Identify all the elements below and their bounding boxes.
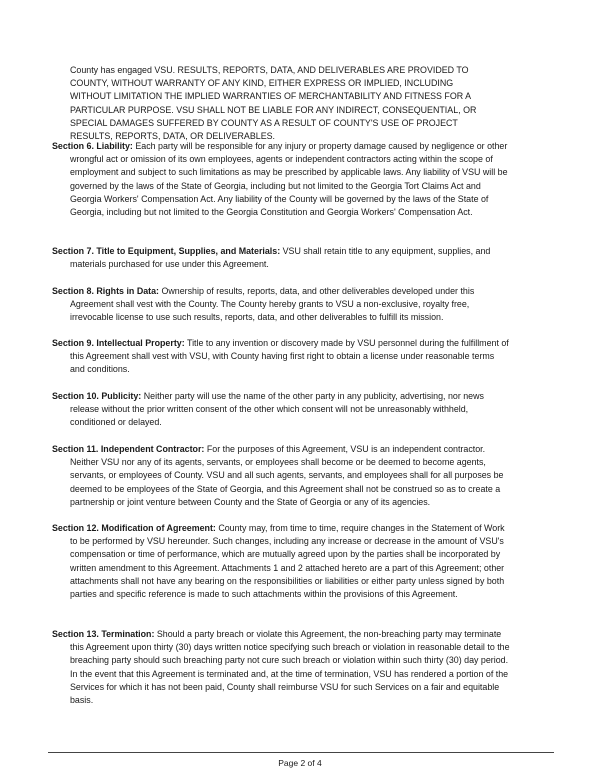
footer-divider	[48, 752, 554, 753]
section-heading: Section 11. Independent Contractor:	[52, 444, 205, 454]
section-heading: Section 10. Publicity:	[52, 391, 142, 401]
section-heading: Section 12. Modification of Agreement:	[52, 523, 216, 533]
section-body: County may, from time to time, require changes in the Statement of Work to be performed by VSU hereunder. Such changes, including any increase or decrease in the amount of VSU's compensation or time of performance, which are mutually agreed upon by the parties shall be incorporated by written amendment to this Agreement. Attachments 1 and 2 attached hereto are a part of this Agreement; other attachments shall not have any bearing on the responsibilities or liabilities or either party unless signed by both parties and specific reference is made to such attachments within the provisions of this Agreement.	[70, 523, 505, 600]
section-13-termination	[52, 628, 510, 707]
section-heading: Section 6. Liability:	[52, 141, 133, 151]
section-body: Should a party breach or violate this Agreement, the non-breaching party may terminate this Agreement upon thirty (30) days written notice specifying such breach or violation in reasonable detail to the breaching party should such breaching party not cure such breach or violation within such thirty (30) day period. In the event that this Agreement is terminated and, at the time of termination, VSU has rendered a portion of the Services for which it has not been paid, County shall reimburse VSU for such Services on a fair and equitable basis.	[70, 629, 510, 706]
page-number: Page 2 of 4	[278, 758, 322, 768]
section-11-independent-contractor	[52, 443, 510, 509]
section-9-intellectual-property	[52, 337, 510, 377]
section-body: Ownership of results, reports, data, and other deliverables developed under this Agreement shall vest with the County. The County hereby grants to VSU a non-exclusive, royalty free, irrevocable license to use such results, reports, data, and other deliverables to fulfill its mission.	[70, 286, 475, 323]
section-6-liability	[52, 140, 510, 219]
warranty-disclaimer-paragraph: County has engaged VSU. RESULTS, REPORTS, DATA, AND DELIVERABLES ARE PROVIDED TO COUNTY, WITHOUT WARRANTY OF ANY KIND, EITHER EXPRESS OR IMPLIED, INCLUDING WITHOUT LIMITATION THE IMPLIED WARRANTIES OF MERCHANTABILITY AND FITNESS FOR A PARTICULAR PURPOSE. VSU SHALL NOT BE LIABLE FOR ANY INDIRECT, CONSEQUENTIAL, OR SPECIAL DAMAGES SUFFERED BY COUNTY AS A RESULT OF COUNTY'S USE OF PROJECT RESULTS, REPORTS, DATA, OR DELIVERABLES.	[70, 65, 477, 142]
section-12-modification-of-agreement	[52, 522, 510, 601]
section-7-title-to-equipment	[52, 245, 510, 271]
section-heading: Section 8. Rights in Data:	[52, 286, 160, 296]
section-heading: Section 7. Title to Equipment, Supplies, and Materials:	[52, 246, 281, 256]
section-10-publicity	[52, 390, 510, 430]
section-body: For the purposes of this Agreement, VSU is an independent contractor. Neither VSU nor any of its agents, servants, or employees shall become or be deemed to become agents, servants, or employees of County. VSU and all such agents, servants, and employees shall for all purposes be deemed to be employees of the State of Georgia, and this Agreement shall not be construed so as to create a partnership or joint venture between County and the State of Georgia or any of its agencies.	[70, 444, 504, 507]
section-body: Title to any invention or discovery made by VSU personnel during the fulfillment of this Agreement shall vest with VSU, with County having first right to obtain a license under reasonable terms and conditions.	[70, 338, 509, 375]
section-heading: Section 9. Intellectual Property:	[52, 338, 185, 348]
section-body: Each party will be responsible for any injury or property damage caused by negligence or other wrongful act or omission of its own employees, agents or independent contractors acting within the scope of employment and subject to such limitations as may be prescribed by applicable laws. Any liability of VSU will be governed by the laws of the State of Georgia, including but not limited to the Georgia Tort Claims Act and Georgia Workers' Compensation Act. Any liability of the County will be governed by the laws of the State of Georgia, including but not limited to the Georgia Constitution and Georgia Workers' Compensation Act.	[70, 141, 508, 218]
section-heading: Section 13. Termination:	[52, 629, 155, 639]
section-body: VSU shall retain title to any equipment, supplies, and materials purchased for use under this Agreement.	[70, 246, 491, 270]
section-8-rights-in-data	[52, 285, 510, 325]
section-body: Neither party will use the name of the other party in any publicity, advertising, nor news release without the prior written consent of the other which consent will not be unreasonably withheld, conditioned or delayed.	[70, 391, 484, 428]
